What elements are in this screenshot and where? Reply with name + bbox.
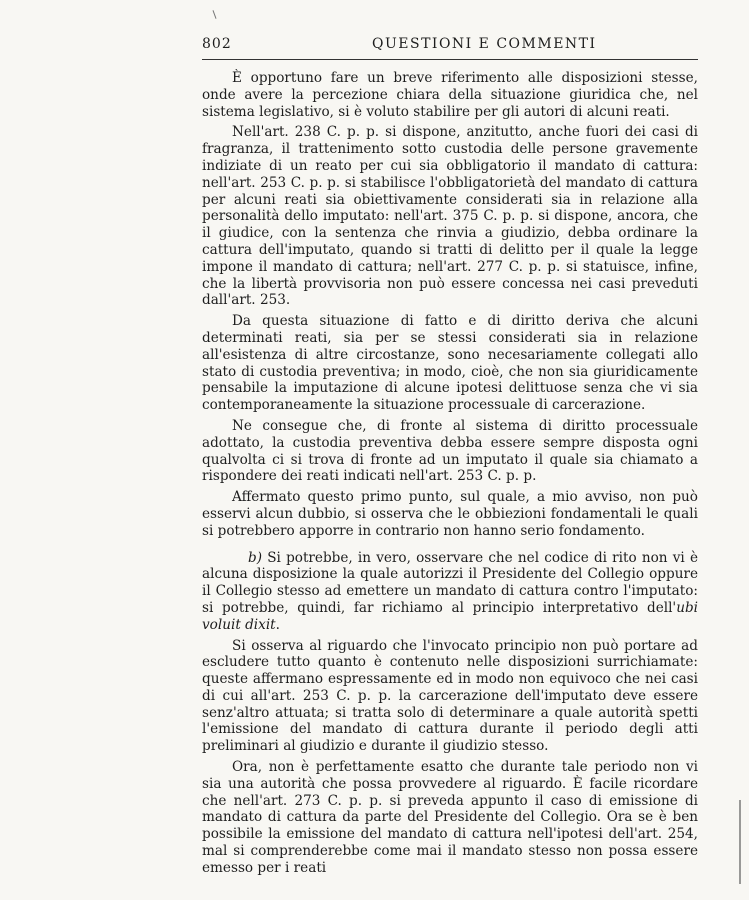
paragraph: Affermato questo primo punto, sul quale, a mio avviso, non può esservi alcun dubbio, si osserva che le obbiezioni fondamentali le quali si potrebbero apporre in contrario non hanno serio fondamento. bbox=[202, 489, 698, 539]
body-text bbox=[202, 70, 698, 881]
scan-edge-shadow bbox=[739, 800, 741, 884]
scan-mark bbox=[212, 10, 216, 19]
paragraph: Nell'art. 238 C. p. p. si dispone, anzitutto, anche fuori dei casi di fragranza, il trattenimento sotto custodia delle persone gravemente indiziate di un reato per cui sia obbligatorio il mandato di cattura: nell'art. 253 C. p. p. si stabilisce l'obbligatorietà del mandato di cattura per alcuni reati sia obiettivamente considerati sia in relazione alla personalità dello imputato: nell'art. 375 C. p. p. si dispone, ancora, che il giudice, con la sentenza che rinvia a giudizio, debba ordinare la cattura dell'imputato, quando si tratti di delitto per il quale la legge impone il mandato di cattura; nell'art. 277 C. p. p. si statuisce, infine, che la libertà provvisoria non può essere concessa nei casi preveduti dall'art. 253. bbox=[202, 124, 698, 309]
page-header bbox=[202, 36, 698, 56]
paragraph: È opportuno fare un breve riferimento alle disposizioni stesse, onde avere la percezione chiara della situazione giuridica che, nel sistema legislativo, si è voluto stabilire per gli autori di alcuni reati. bbox=[202, 70, 698, 120]
item-b-paragraph bbox=[202, 550, 698, 634]
item-marker: b) bbox=[248, 549, 263, 566]
item-b-text: Si potrebbe, in vero, osservare che nel codice di rito non vi è alcuna disposizione la quale autorizzi il Presidente del Collegio oppure il Collegio stesso ad emettere un mandato di cattura contro l'imputato: si potrebbe, quindi, far richiamo al principio interpretativo dell' bbox=[202, 549, 699, 616]
header-rule bbox=[202, 59, 698, 60]
paragraph: Si osserva al riguardo che l'invocato principio non può portare ad escludere tutto quanto è contenuto nelle disposizioni surrichiamate: queste affermano espressamente ed in modo non equivoco che nei casi di cui all'art. 253 C. p. p. la carcerazione dell'imputato deve essere senz'altro attuata; si tratta solo di determinare a quale autorità spetti l'emissione del mandato di cattura durante il periodo degli atti preliminari al giudizio e durante il giudizio stesso. bbox=[202, 637, 698, 755]
item-b-end: . bbox=[275, 616, 280, 633]
paragraph: Da questa situazione di fatto e di diritto deriva che alcuni determinati reati, sia per se stessi considerati sia in relazione all'esistenza di altre circostanze, sono necesariamente collegati allo stato di custodia preventiva; in modo, cioè, che non sia giuridicamente pensabile la imputazione di alcune ipotesi delittuose senza che vi sia contemporaneamente la situazione processuale di carcerazione. bbox=[202, 313, 698, 414]
running-head: QUESTIONI E COMMENTI bbox=[372, 36, 597, 52]
latin-phrase: ubi voluit dixit bbox=[202, 599, 698, 633]
paragraph: Ne consegue che, di fronte al sistema di diritto processuale adottato, la custodia preventiva debba essere sempre disposta ogni qualvolta ci si trova di fronte ad un imputato il quale sia chiamato a rispondere dei reati indicati nell'art. 253 C. p. p. bbox=[202, 417, 698, 485]
page-number: 802 bbox=[202, 36, 232, 52]
paragraph: Ora, non è perfettamente esatto che durante tale periodo non vi sia una autorità che possa provvedere al riguardo. È facile ricordare che nell'art. 273 C. p. p. si preveda appunto il caso di emissione di mandato di cattura da parte del Presidente del Collegio. Ora se è ben possibile la emissione del mandato di cattura nell'ipotesi dell'art. 254, mal si comprenderebbe come mai il mandato stesso non possa essere emesso per i reati bbox=[202, 759, 698, 876]
